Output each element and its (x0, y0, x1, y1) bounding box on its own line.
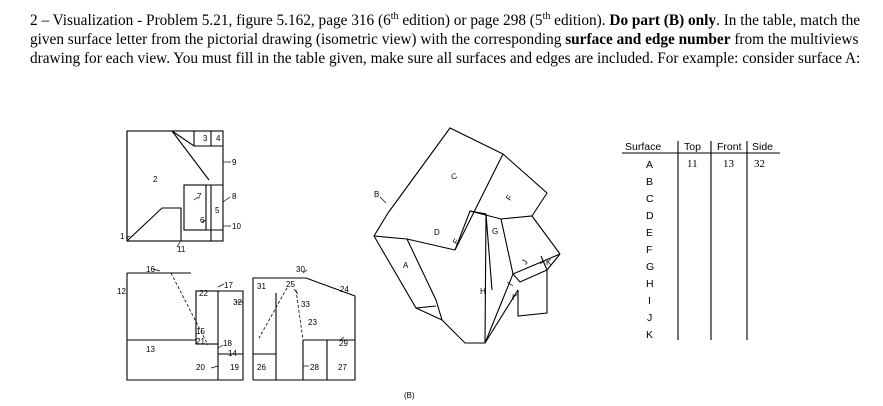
top-label: 2 (153, 175, 158, 184)
top-view (120, 131, 241, 254)
front-label: 20 (196, 363, 205, 372)
side-label: 28 (310, 363, 319, 372)
figure-caption: (B) (404, 391, 415, 400)
header-surface: Surface (625, 141, 662, 153)
surface-row-d: D (646, 210, 654, 222)
pictorial-label-g: G (492, 227, 499, 236)
top-label: 8 (232, 192, 237, 201)
top-label: 11 (177, 245, 186, 254)
front-label: 21 (196, 337, 205, 346)
surface-row-f: F (646, 244, 653, 256)
surface-edge-emphasis: surface and edge number (565, 31, 731, 49)
pictorial-slab-d (455, 211, 486, 343)
pictorial-label-c: C (449, 171, 459, 182)
front-label: 14 (228, 349, 237, 358)
side-label: 29 (339, 339, 348, 348)
pictorial-view (374, 128, 560, 400)
pictorial-label-d: D (434, 228, 440, 237)
front-label: 19 (230, 363, 239, 372)
pictorial-label-b: B (374, 190, 380, 199)
side-label: 25 (286, 280, 295, 289)
problem-mid: edition) or page 298 (5 (398, 12, 543, 29)
side-label: 31 (257, 282, 266, 291)
edition-6-sup: th (390, 10, 399, 22)
problem-after: edition). (550, 12, 610, 29)
pictorial-label-h: H (480, 287, 486, 296)
front-label: 13 (146, 345, 155, 354)
side-label: 27 (338, 363, 347, 372)
side-view-hidden-line (259, 288, 287, 338)
pictorial-edge (407, 239, 455, 250)
top-label: 1 (120, 232, 125, 241)
top-label: 9 (232, 158, 237, 167)
pictorial-edge (407, 239, 436, 300)
front-label: 12 (117, 287, 126, 296)
top-label: 3 (203, 134, 208, 143)
surface-row-i: I (648, 295, 651, 307)
surface-row-e: E (646, 227, 654, 239)
surface-row-c: C (646, 193, 654, 205)
front-label: 15 (196, 327, 205, 336)
side-view-hidden-line (296, 290, 303, 340)
header-front: Front (717, 141, 742, 153)
pictorial-right-body (485, 254, 560, 343)
top-view-outline (127, 131, 223, 241)
problem-text-2: from the multiviews drawing for each view. You must fill in the table given, make sure all surfaces and edges are included. For example: consider surface A: (30, 31, 861, 68)
surface-row-a: A (646, 159, 654, 171)
pictorial-base (436, 300, 485, 343)
edition-5-sup: th (542, 10, 551, 22)
top-label: 5 (215, 206, 220, 215)
answer-table (622, 141, 780, 341)
surface-row-k: K (646, 329, 654, 341)
pictorial-label-a: A (403, 261, 409, 270)
side-label: 33 (301, 300, 310, 309)
front-label: 16 (146, 265, 155, 274)
front-label: 32 (233, 298, 242, 307)
front-label: 18 (223, 339, 232, 348)
side-label: 23 (308, 318, 317, 327)
pictorial-label-j: J (520, 258, 530, 267)
header-top: Top (684, 141, 701, 153)
surface-row-j: J (647, 312, 653, 324)
top-label: 7 (197, 192, 202, 201)
side-label: 26 (257, 363, 266, 372)
pictorial-label-i: I (512, 293, 515, 302)
pictorial-label-e: E (451, 236, 462, 247)
pictorial-label-k: K (546, 258, 552, 267)
side-view (253, 265, 355, 380)
surface-row-b: B (646, 176, 654, 188)
example-side-value: 32 (754, 158, 765, 170)
example-front-value: 13 (723, 158, 734, 170)
surface-row-h: H (646, 278, 654, 290)
pictorial-roof-edge (503, 154, 547, 216)
part-b-instruction: Do part (B) only (609, 12, 717, 29)
surface-row-g: G (646, 261, 655, 273)
front-label: 22 (199, 289, 208, 298)
header-side: Side (752, 141, 774, 153)
top-view-edge (127, 208, 181, 241)
pictorial-slab-e (470, 211, 560, 254)
problem-intro: 2 – Visualization - Problem 5.21, figure 5.162, page 316 (6 (30, 12, 391, 29)
front-label: 17 (224, 281, 233, 290)
top-label: 6 (200, 216, 205, 225)
top-label: 10 (232, 222, 241, 231)
side-label: 30 (296, 265, 305, 274)
front-view (117, 265, 243, 380)
pictorial-label-f: F (504, 193, 515, 203)
problem-text-1: . In the table, match the given surface letter from the pictorial drawing (isometric view) with the corresponding (30, 12, 861, 49)
top-label: 4 (216, 134, 221, 143)
example-top-value: 11 (687, 158, 698, 170)
side-label: 24 (340, 285, 349, 294)
